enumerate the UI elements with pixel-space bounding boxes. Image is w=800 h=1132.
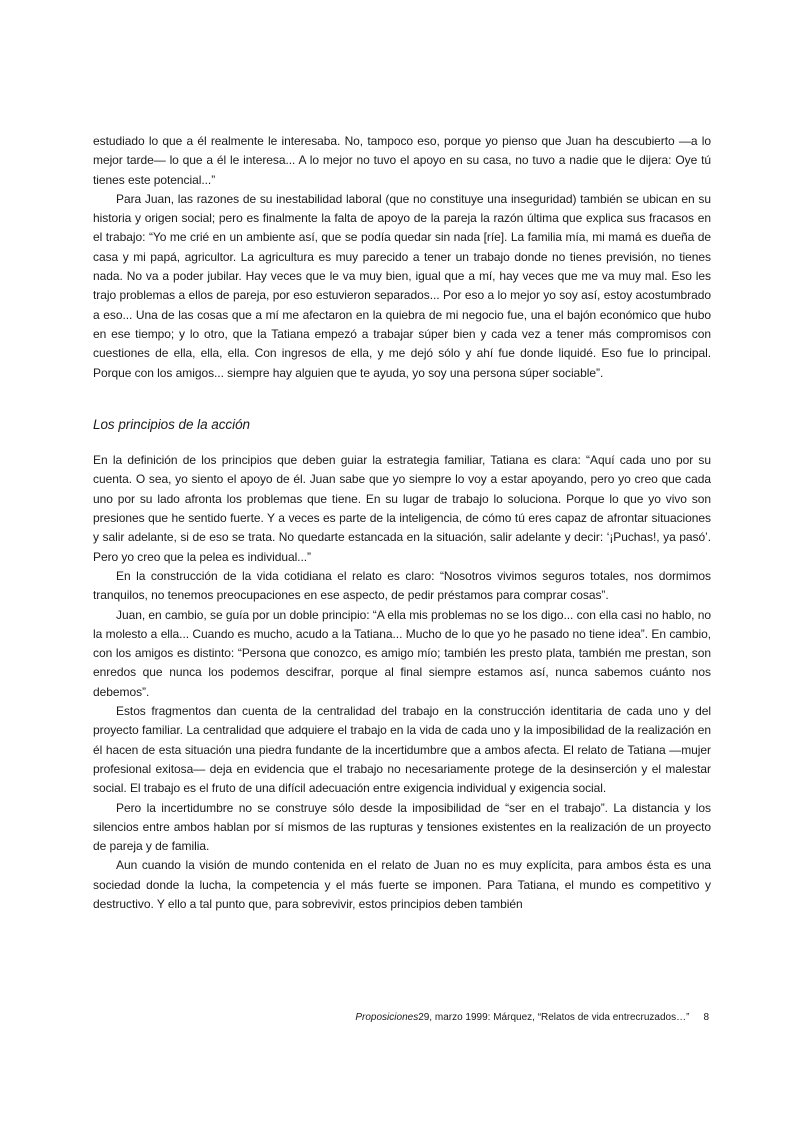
paragraph: Juan, en cambio, se guía por un doble principio: “A ella mis problemas no se los digo... con ella casi no hablo, no la molesto a ella... Cuando es mucho, acudo a la Tatiana... Mucho de lo que yo he pasado no tiene idea”. En cambio, con los amigos es distinto: “Persona que conozco, es amigo mío; también les presto plata, también me prestan, son enredos que nunca los podemos descifrar, porque al final siempre estamos así, nunca sabemos cuánto nos debemos”. [93, 607, 711, 699]
page-footer [355, 1012, 709, 1023]
paragraph: Para Juan, las razones de su inestabilidad laboral (que no constituye una inseguridad) también se ubican en su historia y origen social; pero es finalmente la falta de apoyo de la pareja la razón última que explica sus fracasos en el trabajo: “Yo me crié en un ambiente así, que se podía quedar sin nada [ríe]. La familia mía, mi mamá es dueña de casa y mi papá, agricultor. La agricultura es muy parecido a tener un trabajo donde no tienes previsión, no tienes nada. No va a poder jubilar. Hay veces que le va muy bien, igual que a mí, hay veces que me va muy mal. Eso les trajo problemas a ellos de pareja, por eso estuvieron separados... Por eso a lo mejor yo soy así, estoy acostumbrado a eso... Una de las cosas que a mí me afectaron en la quiebra de mi negocio fue, una el bajón económico que hubo en ese tiempo; y lo otro, que la Tatiana empezó a trabajar súper bien y cada vez a tener más compromisos con cuestiones de ella, ella, ella. Con ingresos de ella, y me dejó sólo y ahí fue donde liquidé. Eso fue lo principal. Porque con los amigos... siempre hay alguien que te ayuda, yo soy una persona súper sociable”. [93, 191, 711, 380]
citation: 29, marzo 1999: Márquez, “Relatos de vida entrecruzados…” [418, 1012, 690, 1023]
paragraph: estudiado lo que a él realmente le interesaba. No, tampoco eso, porque yo pienso que Juan ha descubierto —a lo mejor tarde— lo que a él le interesa... A lo mejor no tuvo el apoyo en su casa, no tuvo a nadie que le dijera: Oye tú tienes este potencial...” [93, 134, 711, 187]
paragraph: En la definición de los principios que deben guiar la estrategia familiar, Tatiana es clara: “Aquí cada uno por su cuenta. O sea, yo siento el apoyo de él. Juan sabe que yo siempre lo voy a estar apoyando, pero yo creo que cada uno por su lado afronta los problemas que tiene. En su lugar de trabajo lo soluciona. Porque lo que yo vivo son presiones que he sentido fuerte. Y a veces es parte de la inteligencia, de cómo tú eres capaz de afrontar situaciones y salir adelante, si de eso se trata. No quedarte estancada en la situación, salir adelante y decir: ‘¡Puchas!, ya pasó’. Pero yo creo que la pelea es individual...” [93, 453, 711, 564]
page-number: 8 [703, 1012, 709, 1023]
section-heading: Los principios de la acción [93, 416, 250, 432]
paragraph: Estos fragmentos dan cuenta de la centralidad del trabajo en la construcción identitaria de cada uno y del proyecto familiar. La centralidad que adquiere el trabajo en la vida de cada uno y la imposibilidad de la realización en él hacen de esta situación una piedra fundante de la incertidumbre que a ambos afecta. El relato de Tatiana —mujer profesional exitosa— deja en evidencia que el trabajo no necesariamente protege de la desinserción y el malestar social. El trabajo es el fruto de una difícil adecuación entre exigencia individual y exigencia social. [93, 704, 711, 796]
journal-name: Proposiciones [355, 1012, 419, 1023]
paragraph: Aun cuando la visión de mundo contenida en el relato de Juan no es muy explícita, para ambos ésta es una sociedad donde la lucha, la competencia y el más fuerte se imponen. Para Tatiana, el mundo es competitivo y destructivo. Y ello a tal punto que, para sobrevivir, estos principios deben también [93, 858, 711, 911]
document-body [93, 132, 711, 914]
paragraph: En la construcción de la vida cotidiana el relato es claro: “Nosotros vivimos seguros totales, nos dormimos tranquilos, no tenemos preocupaciones en ese aspecto, de pedir préstamos para comprar cosas”. [93, 568, 711, 603]
paragraph: Pero la incertidumbre no se construye sólo desde la imposibilidad de “ser en el trabajo”. La distancia y los silencios entre ambos hablan por sí mismos de las rupturas y tensiones existentes en la realización de un proyecto de pareja y de familia. [93, 800, 711, 854]
